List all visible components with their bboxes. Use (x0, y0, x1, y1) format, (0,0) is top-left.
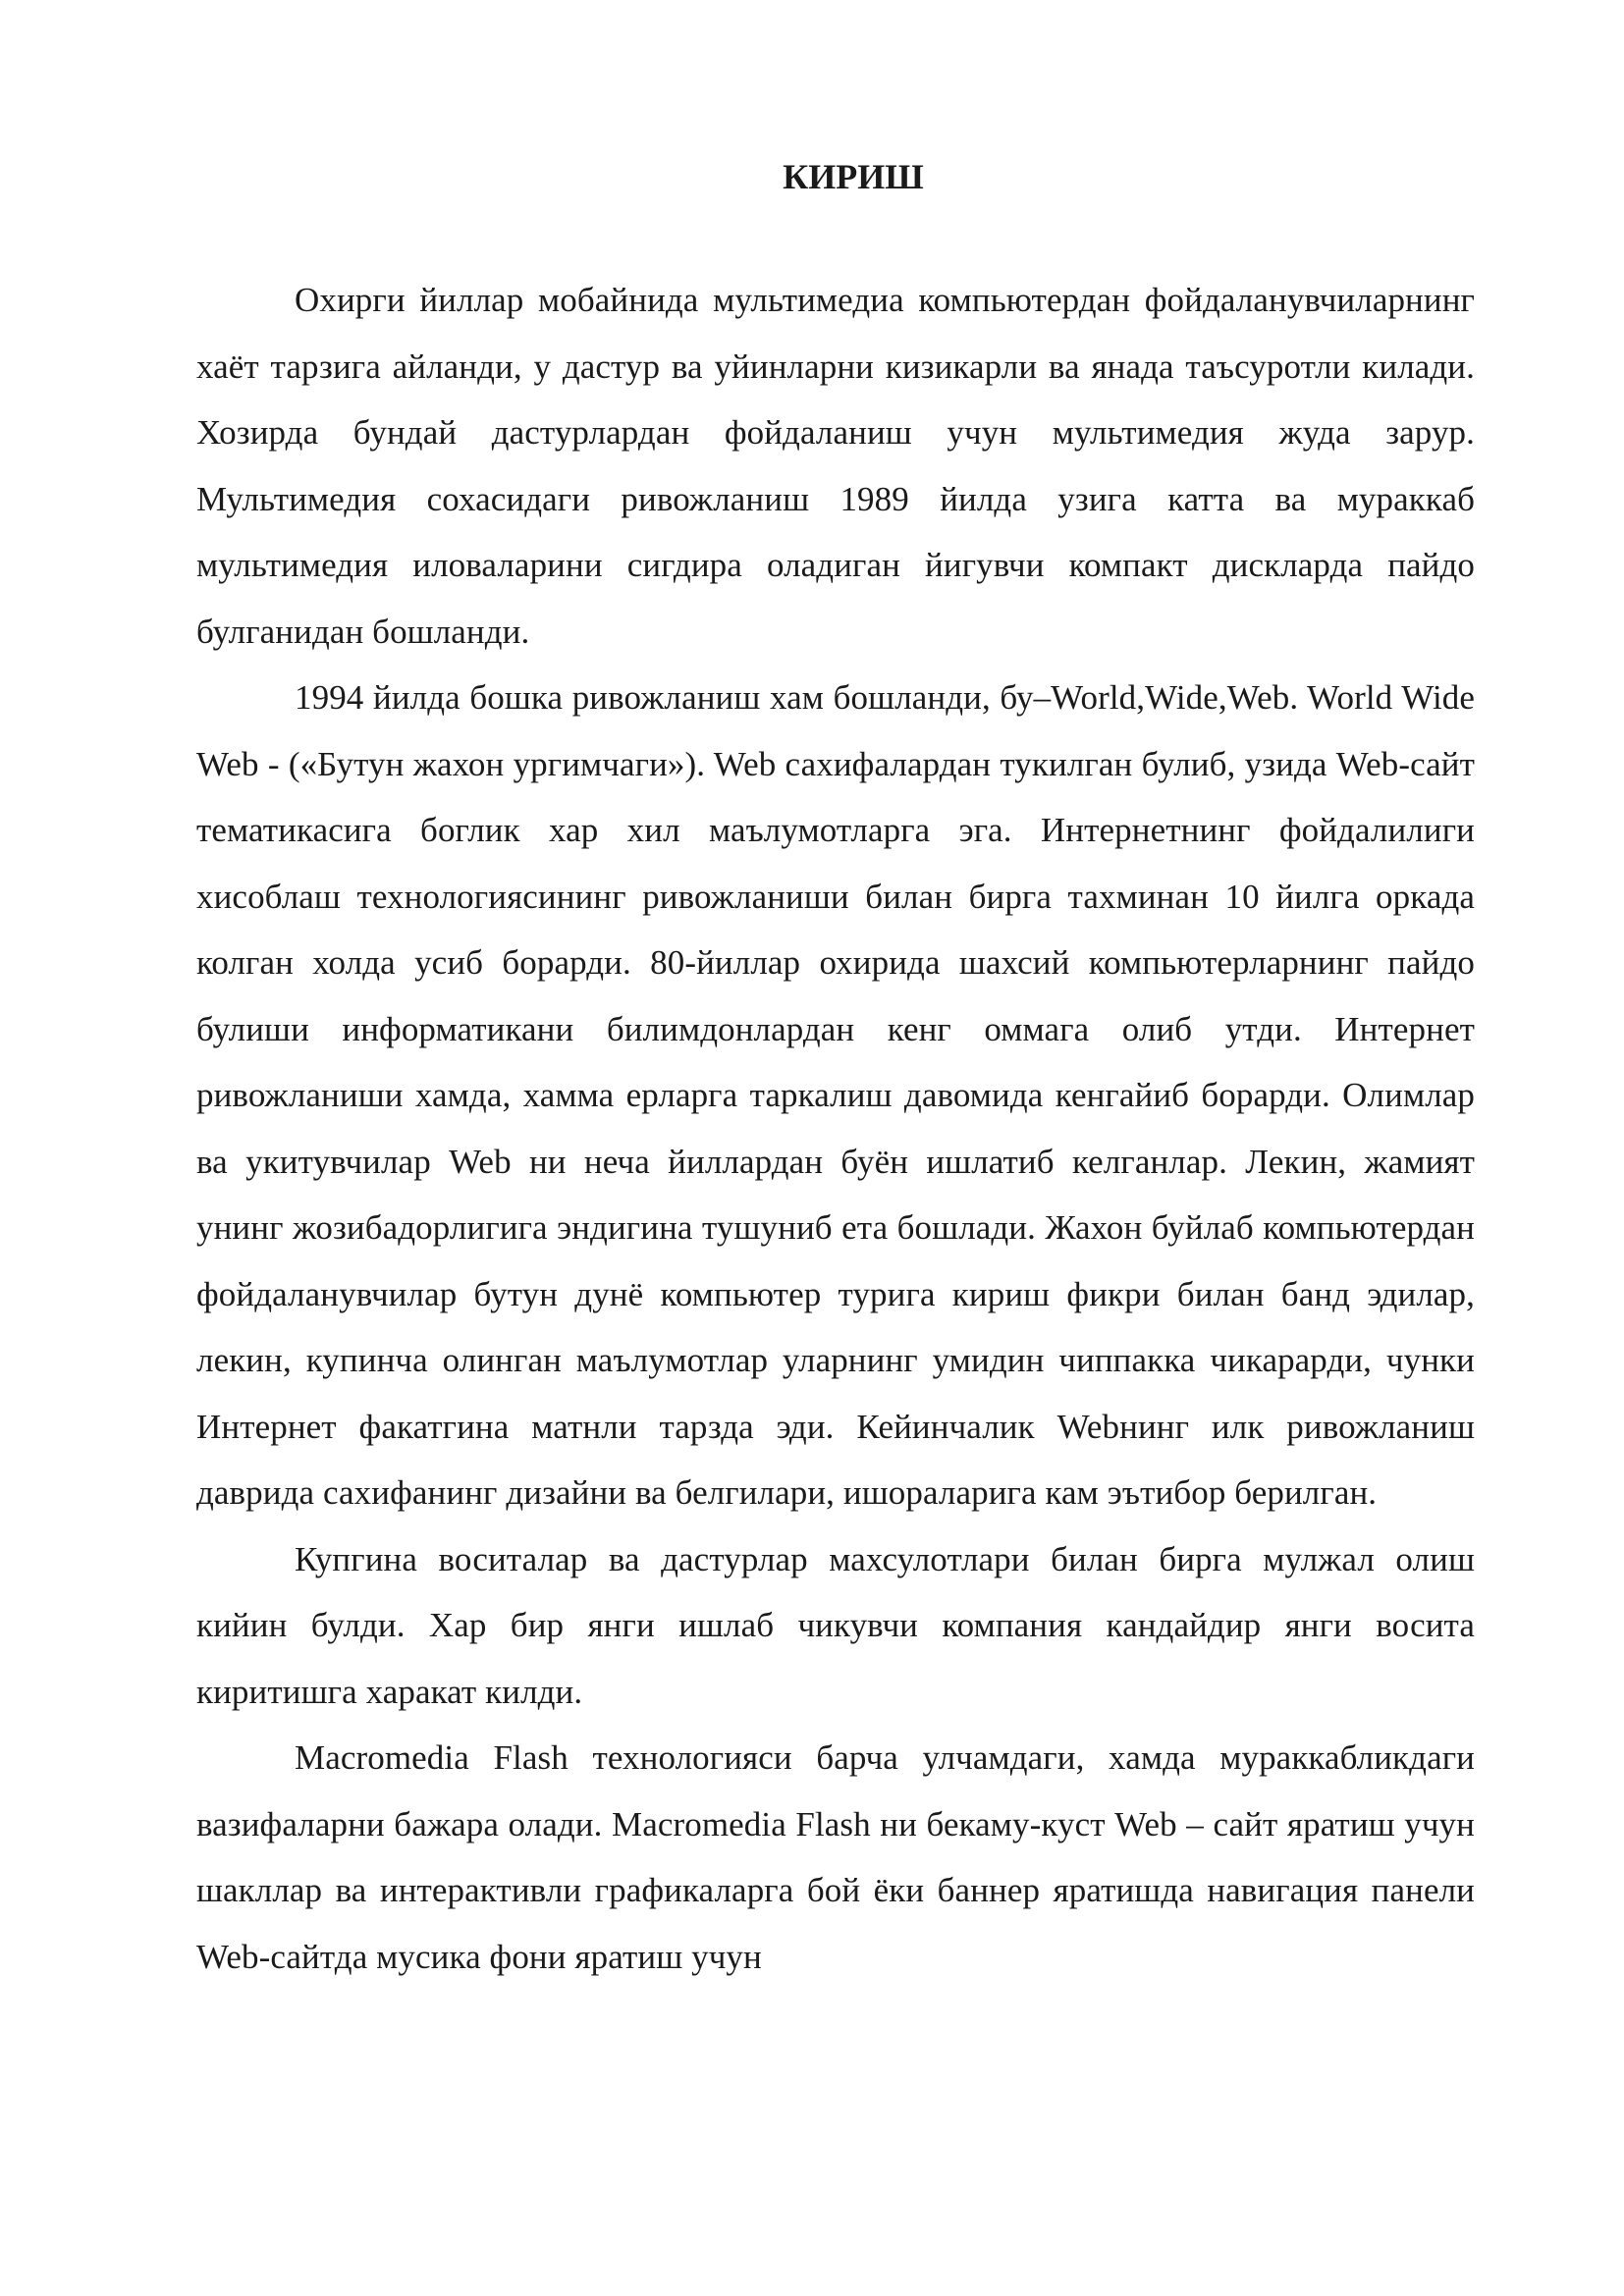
page-title: КИРИШ (783, 157, 924, 196)
paragraph-2: 1994 йилда бошка ривожланиш хам бошланди, бу–World,Wide,Web. World Wide Web - («Бутун жахон ургимчаги»). Web сахифалардан тукилган булиб, узида Web-сайт тематикасига боглик хар хил маълумотларга эга. Интернетнинг фойдалилиги хисоблаш технологиясининг ривожланиши билан бирга тахминан 10 йилга оркада колган холда усиб борарди. 80-йиллар охирида шахсий компьютерларнинг пайдо булиши информатикани билимдонлардан кенг оммага олиб утди. Интернет ривожланиши хамда, хамма ерларга таркалиш давомида кенгайиб борарди. Олимлар ва укитувчилар Web ни неча йиллардан буён ишлатиб келганлар. Лекин, жамият унинг жозибадорлигига эндигина тушуниб ета бошлади. Жахон буйлаб компьютердан фойдаланувчилар бутун дунё компьютер турига кириш фикри билан банд эдилар, лекин, купинча олинган маълумотлар уларнинг умидин чиппакка чикарарди, чунки Интернет факатгина матнли тарзда эди. Кейинчалик Webнинг илк ривожланиш даврида сахифанинг дизайни ва белгилари, ишораларига кам эътибор берилган. (196, 678, 1475, 1512)
paragraph-4: Macromedia Flash технологияси барча улчамдаги, хамда мураккабликдаги вазифаларни бажара олади. Macromedia Flash ни бекаму-куст Web – сайт яратиш учун шакллар ва интерактивли графикаларга бой ёки баннер яратишда навигация панели Web-сайтда мусика фони яратиш учун (196, 1738, 1475, 1976)
document-page (196, 147, 1475, 1990)
paragraph-1: Охирги йиллар мобайнида мультимедиа компьютердан фойдаланувчиларнинг хаёт тарзига айланди, у дастур ва уйинларни кизикарли ва янада таъсуротли килади. Хозирда бундай дастурлардан фойдаланиш учун мультимедия жуда зарур. Мультимедия сохасидаги ривожланиш 1989 йилда узига катта ва мураккаб мультимедия иловаларини сигдира оладиган йигувчи компакт дискларда пайдо булганидан бошланди. (196, 281, 1475, 651)
paragraph-3: Купгина воситалар ва дастурлар махсулотлари билан бирга мулжал олиш кийин булди. Хар бир янги ишлаб чикувчи компания кандайдир янги восита киритишга харакат килди. (196, 1539, 1475, 1711)
